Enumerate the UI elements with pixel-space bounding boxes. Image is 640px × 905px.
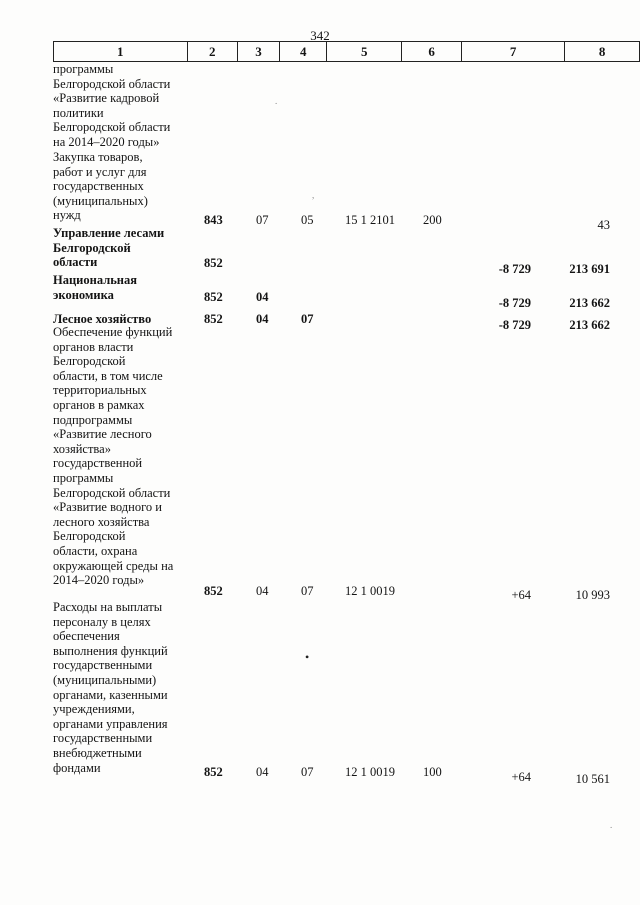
row-description-program-continuation: программы Белгородской области «Развитие кадровой политики Белгородской области на 2014–2020 годы» — [53, 62, 171, 149]
table-header — [53, 41, 640, 62]
row1-target-article: 15 1 2101 — [345, 213, 395, 227]
row6-target-article: 12 1 0019 — [345, 765, 395, 779]
row5-change: +64 — [511, 588, 531, 602]
header-col-5: 5 — [327, 42, 402, 62]
row-description-national-economy: Национальная экономика — [53, 273, 138, 302]
header-col-2: 2 — [187, 42, 237, 62]
header-col-3: 3 — [237, 42, 279, 62]
row4-subsection: 07 — [301, 312, 314, 326]
row2-ministry-code: 852 — [204, 256, 223, 270]
row-description-procurement: Закупка товаров, работ и услуг для государственных (муниципальных) нужд — [53, 150, 148, 223]
row5-subsection: 07 — [301, 584, 314, 598]
scan-speck: , — [312, 190, 315, 200]
row5-section: 04 — [256, 584, 269, 598]
row1-section: 07 — [256, 213, 269, 227]
row1-expense-type: 200 — [423, 213, 442, 227]
header-col-6: 6 — [402, 42, 462, 62]
header-col-1: 1 — [54, 42, 188, 62]
row4-amount: 213 662 — [569, 318, 610, 332]
row-description-ensuring-functions: Обеспечение функций органов власти Белгородской области, в том числе территориальных органов в рамках подпрограммы «Развитие лесного хозяйства» государственной программы Белгородской области «Развитие водного и лесного хозяйства Белгородской области, охрана окружающей среды на 2014–2020 годы» — [53, 325, 174, 588]
scan-speck: • — [305, 650, 310, 664]
row1-amount: 43 — [597, 218, 610, 232]
row3-ministry-code: 852 — [204, 290, 223, 304]
row6-ministry-code: 852 — [204, 765, 223, 779]
row4-section: 04 — [256, 312, 269, 326]
row6-expense-type: 100 — [423, 765, 442, 779]
scan-speck: . — [275, 96, 278, 106]
scan-speck: . — [610, 820, 613, 830]
row6-subsection: 07 — [301, 765, 314, 779]
row6-section: 04 — [256, 765, 269, 779]
row2-change: -8 729 — [498, 262, 531, 276]
row5-ministry-code: 852 — [204, 584, 223, 598]
page-number: 342 — [310, 28, 330, 43]
row-description-forestry: Лесное хозяйство — [53, 312, 152, 326]
row1-subsection: 05 — [301, 213, 314, 227]
row3-section: 04 — [256, 290, 269, 304]
row4-change: -8 729 — [498, 318, 531, 332]
header-col-7: 7 — [462, 42, 565, 62]
row6-amount: 10 561 — [575, 772, 610, 786]
row-description-forest-management: Управление лесами Белгородской области — [53, 226, 165, 270]
header-col-4: 4 — [280, 42, 327, 62]
row3-amount: 213 662 — [569, 296, 610, 310]
row5-target-article: 12 1 0019 — [345, 584, 395, 598]
row1-ministry-code: 843 — [204, 213, 223, 227]
row4-ministry-code: 852 — [204, 312, 223, 326]
row6-change: +64 — [511, 770, 531, 784]
row5-amount: 10 993 — [575, 588, 610, 602]
row-description-personnel-expenses: Расходы на выплаты персоналу в целях обеспечения выполнения функций государственными (муниципальными) органами, казенными учреждениями, органами управления государственными внебюджетными фондами — [53, 600, 168, 775]
header-col-8: 8 — [565, 42, 640, 62]
row3-change: -8 729 — [498, 296, 531, 310]
row2-amount: 213 691 — [569, 262, 610, 276]
